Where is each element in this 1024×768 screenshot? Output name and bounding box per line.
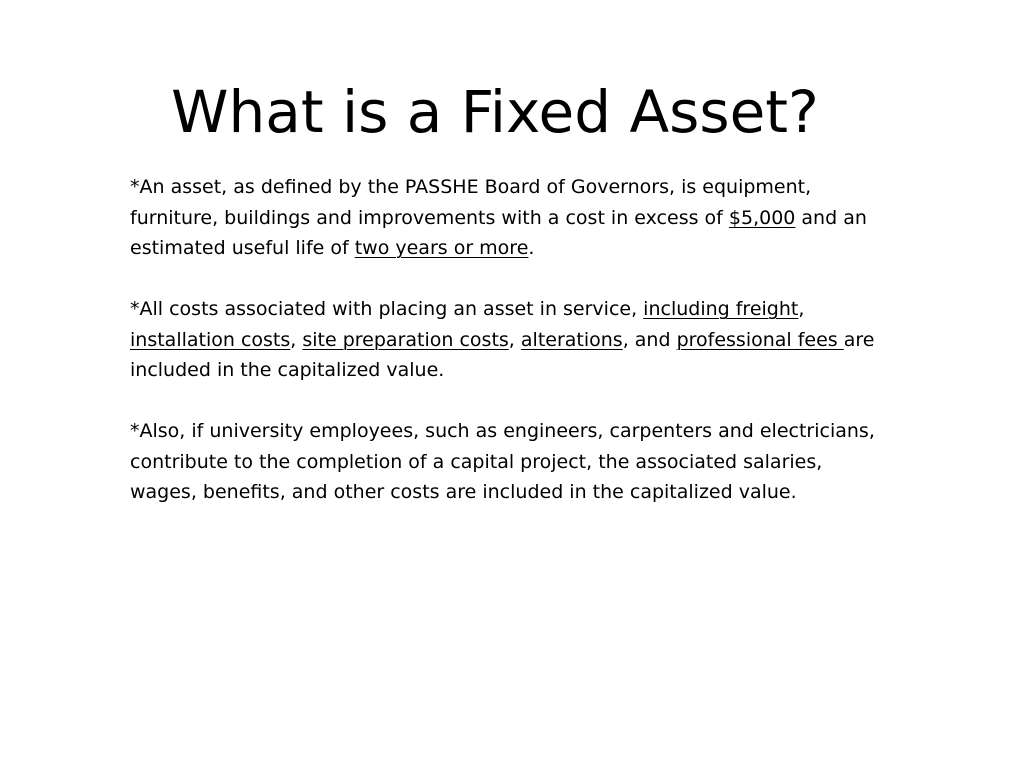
cost-professional-fees: professional fees <box>676 328 844 351</box>
asset-definition-text-2: and an estimated useful life of <box>130 206 867 259</box>
separator: , <box>290 328 303 351</box>
asset-definition-period: . <box>528 237 535 259</box>
paragraph-university-employees <box>130 416 890 508</box>
cost-installation: installation costs <box>130 328 291 351</box>
associated-costs-text-2: are included in the capitalized value. <box>130 328 875 381</box>
asset-definition-text: *An asset, as defined by the PASSHE Board of Governors, is equipment, furniture, buildings and improvements with a cost in excess of <box>130 176 812 229</box>
paragraph-associated-costs <box>130 294 890 386</box>
cost-freight: including freight <box>643 298 799 320</box>
cost-site-preparation: site preparation costs <box>302 328 509 351</box>
associated-costs-text: *All costs associated with placing an asset in service, <box>130 298 644 320</box>
separator: , and <box>622 328 677 351</box>
slide-body <box>130 172 890 508</box>
separator: , <box>798 298 805 320</box>
separator: , <box>508 328 521 351</box>
useful-life-threshold: two years or more <box>354 237 529 259</box>
slide-title: What is a Fixed Asset? <box>171 78 819 146</box>
cost-alterations: alterations <box>520 328 623 351</box>
paragraph-asset-definition <box>130 172 890 264</box>
university-employees-text: *Also, if university employees, such as engineers, carpenters and electricians, contribute to the completion of a capital project, the associated salaries, wages, benefits, and other costs are included in the capitalized value. <box>130 420 875 503</box>
cost-threshold: $5,000 <box>728 206 796 229</box>
